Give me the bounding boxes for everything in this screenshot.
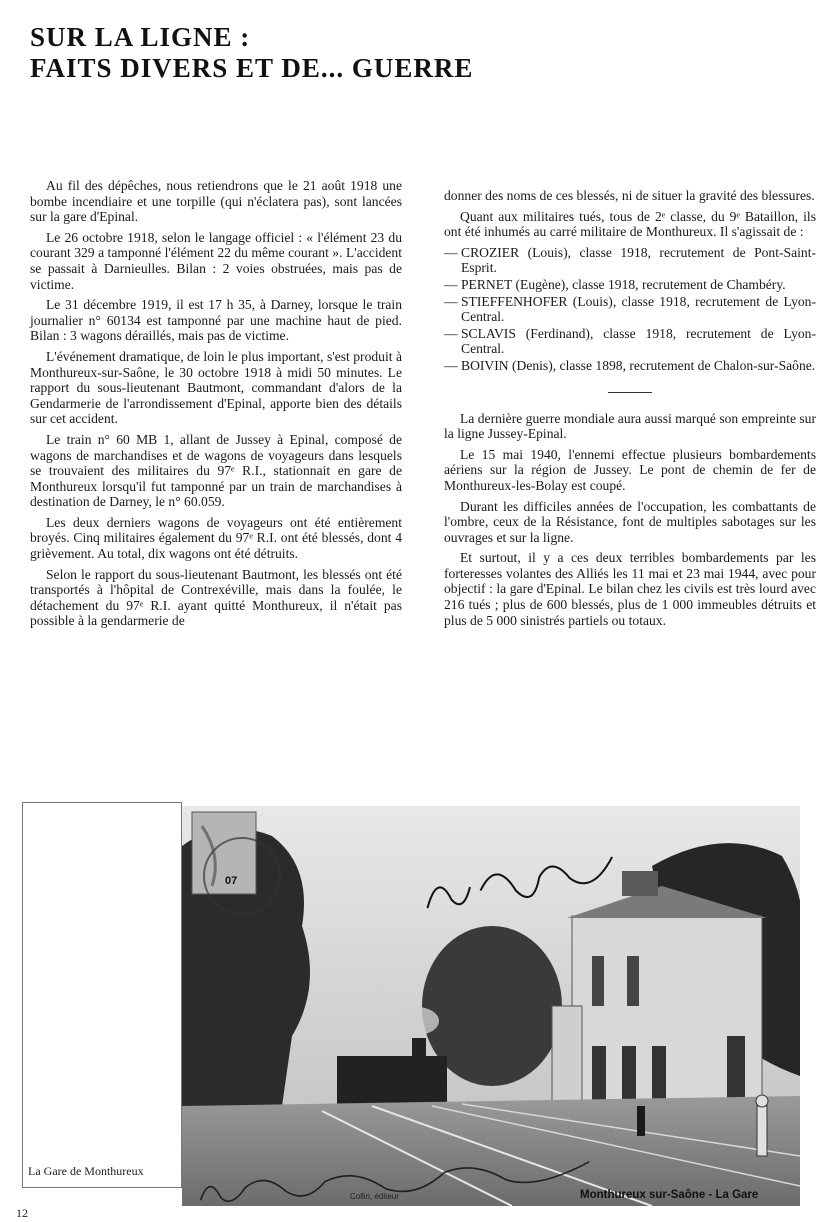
paragraph: Le 26 octobre 1918, selon le langage officiel : « l'élément 23 du courant 329 a tamponné l'élément 22 du même courant ». L'accident se passait à Darnieulles. Bilan : 2 voies obstruées, mais pas de victime.	[30, 229, 402, 292]
section-divider	[608, 392, 652, 393]
title-line-1: SUR LA LIGNE :	[30, 22, 251, 52]
paragraph: Le train n° 60 MB 1, allant de Jussey à Epinal, composé de wagons de marchandises et de wagons de voyageurs dans lesquels se trouvaient des militaires du 97ᵉ R.I., stationnait en gare de Monthureux lorsqu'il fut tamponné par un train de marchandises à destination de Darney, le n° 60.059.	[30, 431, 402, 510]
list-item: — BOIVIN (Denis), classe 1898, recrutement de Chalon-sur-Saône.	[444, 358, 816, 374]
list-item: — CROZIER (Louis), classe 1918, recrutement de Pont-Saint-Esprit.	[444, 245, 816, 276]
paragraph: Selon le rapport du sous-lieutenant Bautmont, les blessés ont été transportés à l'hôpital de Contrexéville, mais dans la foulée, le détachement du 97ᵉ R.I. ayant quitté Monthureux, il n'était pas possible à la gendarmerie de	[30, 566, 402, 629]
paragraph: Quant aux militaires tués, tous de 2ᵉ classe, du 9ᵉ Bataillon, ils ont été inhumés au carré militaire de Monthureux. Il s'agissait de :	[444, 208, 816, 240]
paragraph: L'événement dramatique, de loin le plus important, s'est produit à Monthureux-sur-Saône, le 30 octobre 1918 à midi 50 minutes. Le rapport du sous-lieutenant Bautmont, commandant d'alors de la Gendarmerie de l'arrondissement d'Epinal, apporte bien des détails sur cet accident.	[30, 348, 402, 427]
postmark-date: 07	[225, 875, 238, 887]
paragraph: La dernière guerre mondiale aura aussi marqué son empreinte sur la ligne Jussey-Epinal.	[444, 410, 816, 442]
photo-caption-left: La Gare de Monthureux	[28, 1164, 144, 1178]
paragraph: Durant les difficiles années de l'occupation, les combattants de l'ombre, ceux de la Résistance, font de multiples sabotages sur les ouvrages et sur la ligne.	[444, 498, 816, 545]
photo-caption-right: Monthureux sur-Saône - La Gare	[580, 1189, 759, 1201]
casualty-list	[444, 245, 816, 374]
paragraph: Le 31 décembre 1919, il est 17 h 35, à Darney, lorsque le train journalier n° 60134 est tamponné par une machine haut de pied. Bilan : 3 wagons déraillés, mais pas de victime.	[30, 297, 402, 344]
paragraph: Les deux derniers wagons de voyageurs ont été entièrement broyés. Cinq militaires également du 97ᵉ R.I. ont été blessés, dont 4 grièvement. Au total, dix wagons ont été détruits.	[30, 514, 402, 562]
publisher-mark: Collin, éditeur	[350, 1192, 399, 1201]
list-item: — SCLAVIS (Ferdinand), classe 1918, recrutement de Lyon-Central.	[444, 326, 816, 357]
page-number: 12	[16, 1206, 28, 1220]
right-column	[444, 188, 816, 633]
paragraph-continuation: donner des noms de ces blessés, ni de situer la gravité des blessures.	[444, 188, 815, 203]
list-item: — STIEFFENHOFER (Louis), classe 1918, recrutement de Lyon-Central.	[444, 294, 816, 325]
caption-frame	[22, 802, 182, 1188]
paragraph: Et surtout, il y a ces deux terribles bombardements par les forteresses volantes des Alliés les 11 mai et 23 mai 1944, avec pour objectif : la gare d'Epinal. Le bilan chez les civils est très lourd avec 216 tués ; plus de 600 blessés, plus de 1 000 immeubles détruits et plus de 5 000 sinistrés partiels ou totaux.	[444, 550, 816, 628]
title-line-2: FAITS DIVERS ET DE... GUERRE	[30, 53, 474, 83]
article-title	[30, 22, 790, 84]
left-column	[30, 178, 402, 634]
list-item: — PERNET (Eugène), classe 1918, recrutement de Chambéry.	[444, 277, 816, 293]
paragraph: Au fil des dépêches, nous retiendrons que le 21 août 1918 une bombe incendiaire et une torpille (qui n'éclatera pas), sont lancées sur la gare d'Epinal.	[30, 178, 402, 225]
paragraph: Le 15 mai 1940, l'ennemi effectue plusieurs bombardements aériens sur la région de Jussey. Le pont de chemin de fer de Monthureux-les-Bolay est coupé.	[444, 446, 816, 493]
